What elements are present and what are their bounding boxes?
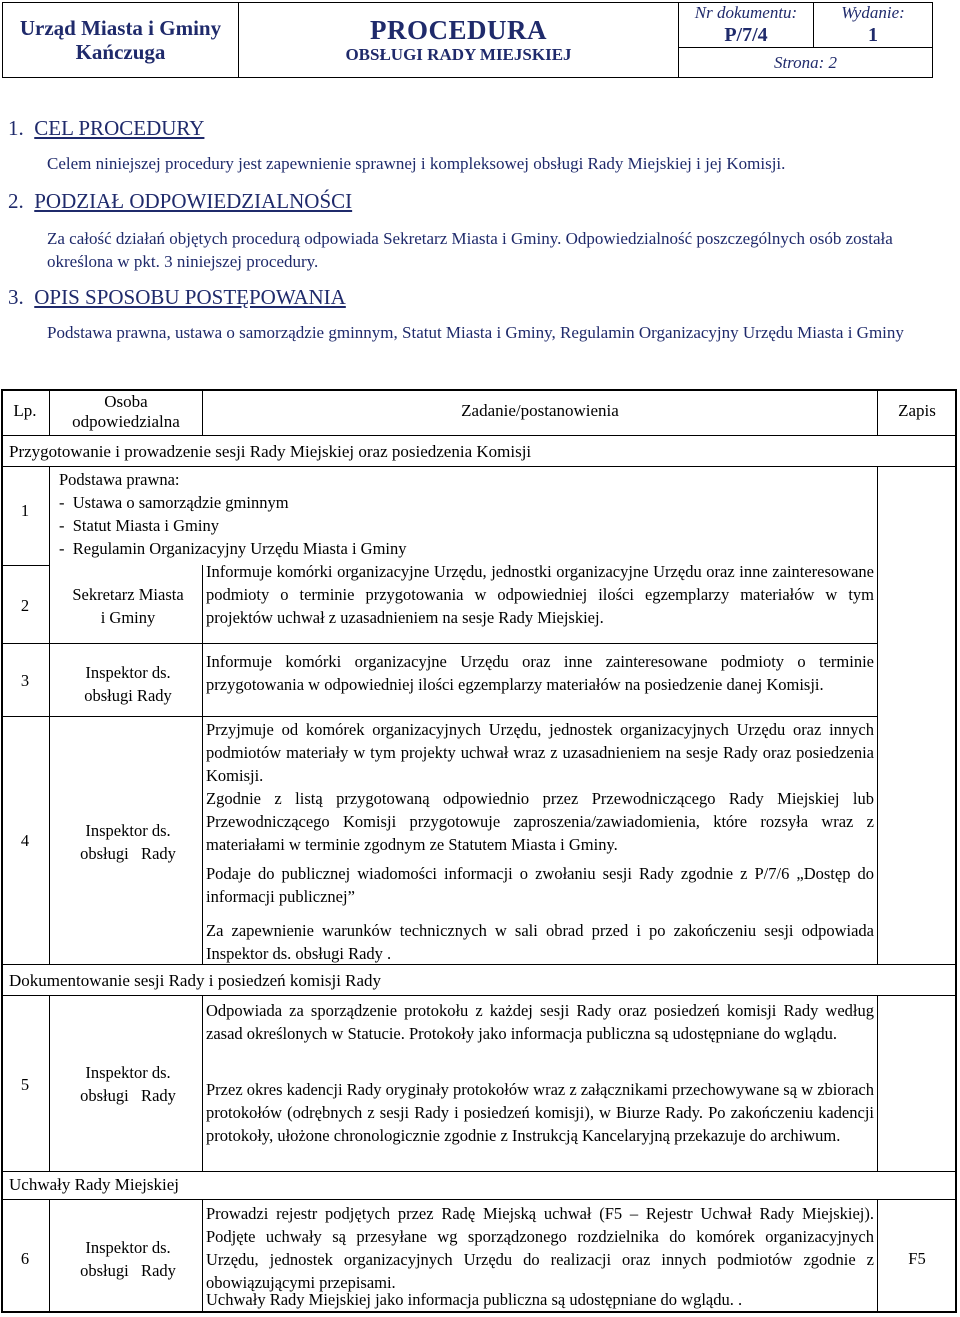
section-2-heading bbox=[8, 189, 352, 214]
page-number: Strona: 2 bbox=[773, 52, 838, 72]
table-rule bbox=[1, 435, 957, 436]
task-description: Podaje do publicznej wiadomości informacji o zwołaniu sesji Rady zgodnie z P/7/6 „Dostęp do informacji publicznej” bbox=[206, 864, 874, 906]
table-rule bbox=[202, 1199, 203, 1313]
row-number: 4 bbox=[20, 831, 30, 850]
responsible-person-line-2: obsługi Rady bbox=[84, 686, 172, 705]
section-2-title: PODZIAŁ ODPOWIEDZIALNOŚCI bbox=[34, 189, 353, 213]
table-border bbox=[955, 389, 957, 1313]
legal-basis-line: Podstawa prawna: bbox=[59, 470, 180, 489]
responsible-person-line-1: Inspektor ds. bbox=[85, 821, 171, 840]
task-description: Prowadzi rejestr podjętych przez Radę Miejską uchwał (F5 – Rejestr Uchwał Rady Miejskiej). Podjęte uchwały są przesyłane wg sporządzonego rozdzielnika do komórek organizacyjnych Urzędu, jednostek organizacyjnych Urzędu do realizacji oraz innych podmiotów zgodnie z obowiązującymi przepisami. bbox=[206, 1204, 874, 1292]
document-number: P/7/4 bbox=[724, 24, 768, 46]
group-heading-documentation: Dokumentowanie sesji Rady i posiedzeń komisji Rady bbox=[9, 971, 382, 990]
table-rule bbox=[1, 1171, 957, 1172]
section-2-number: 2. bbox=[8, 189, 24, 213]
document-header bbox=[2, 2, 933, 78]
task-description: Przez okres kadencji Rady oryginały protokołów wraz z załącznikami przechowywane są w zbiorach protokołów (odrębnych z sesji Rady i posiedzeń komisji), w Biurze Rady. Po zakończeniu kadencji protokoły, ułożone chronologicznie zgodnie z Instrukcją Kancelaryjną przekazuje do archiwum. bbox=[206, 1080, 874, 1145]
responsible-person-line-1: Inspektor ds. bbox=[85, 1063, 171, 1082]
legal-basis-line: - Regulamin Organizacyjny Urzędu Miasta i Gminy bbox=[59, 539, 407, 558]
legal-basis-line: - Statut Miasta i Gminy bbox=[59, 516, 219, 535]
group-heading-sessions: Przygotowanie i prowadzenie sesji Rady Miejskiej oraz posiedzenia Komisji bbox=[9, 442, 532, 461]
table-rule bbox=[1, 716, 878, 717]
task-description: Za zapewnienie warunków technicznych w sali obrad przed i po zakończeniu sesji odpowiada Inspektor ds. obsługi Rady . bbox=[206, 921, 874, 963]
section-1-title: CEL PROCEDURY bbox=[34, 116, 205, 140]
column-header-lp: Lp. bbox=[13, 401, 37, 420]
responsible-person-line-1: Inspektor ds. bbox=[85, 1238, 171, 1257]
table-rule bbox=[49, 1199, 50, 1313]
task-description: Odpowiada za sporządzenie protokołu z każdej sesji Rady oraz posiedzeń komisji Rady według zasad określonych w Statucie. Protokoły jako informacja publiczna są udostępniane do wglądu. bbox=[206, 1001, 874, 1043]
section-1-number: 1. bbox=[8, 116, 24, 140]
table-rule bbox=[877, 995, 878, 1172]
document-number-cell bbox=[679, 3, 814, 48]
responsible-person-line-2: obsługi Rady bbox=[80, 844, 176, 863]
task-description: Informuje komórki organizacyjne Urzędu, jednostki organizacyjne Urzędu oraz inne zainteresowane podmioty o terminie przygotowania w odpowiedniej ilości egzemplarzy materiałów w tym projektów uchwał z uzasadnieniem na sesje Rady Miejskiej. bbox=[206, 562, 874, 627]
column-header-person-line-1: Osoba bbox=[104, 392, 148, 411]
procedure-table bbox=[1, 389, 957, 1313]
organization-line-1: Urząd Miasta i Gminy bbox=[19, 16, 222, 40]
edition-cell bbox=[814, 3, 933, 48]
table-rule bbox=[1, 565, 49, 566]
section-3-number: 3. bbox=[8, 285, 24, 309]
table-rule bbox=[202, 995, 203, 1172]
procedure-title: PROCEDURA bbox=[370, 15, 547, 45]
table-rule bbox=[202, 565, 203, 965]
section-1-text: Celem niniejszej procedury jest zapewnienie sprawnej i kompleksowej obsługi Rady Miejskiej i jej Komisji. bbox=[47, 154, 786, 173]
responsible-person-line-2: obsługi Rady bbox=[80, 1086, 176, 1105]
section-3-title: OPIS SPOSOBU POSTĘPOWANIA bbox=[34, 285, 346, 309]
row-number: 5 bbox=[20, 1075, 30, 1094]
section-1-heading bbox=[8, 116, 204, 141]
responsible-person-line-2: i Gminy bbox=[100, 608, 156, 627]
legal-basis-line: - Ustawa o samorządzie gminnym bbox=[59, 493, 289, 512]
table-rule bbox=[49, 995, 50, 1172]
edition-label: Wydanie: bbox=[841, 3, 905, 22]
page-number-cell bbox=[679, 48, 933, 78]
table-border bbox=[1, 389, 957, 391]
table-rule bbox=[1, 995, 957, 996]
table-rule bbox=[1, 643, 878, 644]
task-description: Przyjmuje od komórek organizacyjnych Urzędu, jednostek organizacyjnych Urzędu oraz innych podmiotów materiały w tym projekty uchwał wraz z uzasadnieniem na sesje Rady oraz posiedzenia Komisji. bbox=[206, 720, 874, 785]
procedure-subtitle: OBSŁUGI RADY MIEJSKIEJ bbox=[345, 45, 572, 64]
row-number: 1 bbox=[20, 501, 30, 520]
edition-number: 1 bbox=[868, 24, 878, 46]
responsible-person-line-1: Sekretarz Miasta bbox=[72, 585, 184, 604]
responsible-person-line-2: obsługi Rady bbox=[80, 1261, 176, 1280]
group-heading-resolutions: Uchwały Rady Miejskiej bbox=[9, 1175, 179, 1194]
table-rule bbox=[1, 1199, 957, 1200]
section-3-heading bbox=[8, 285, 346, 310]
task-description-tail: Uchwały Rady Miejskiej jako informacja publiczna są udostępniane do wglądu. . bbox=[206, 1290, 743, 1309]
procedure-title-cell bbox=[239, 3, 679, 78]
column-header-person-line-2: odpowiedzialna bbox=[72, 412, 180, 431]
row-number: 3 bbox=[20, 671, 30, 690]
organization-line-2: Kańczuga bbox=[75, 40, 166, 64]
section-3-text: Podstawa prawna, ustawa o samorządzie gminnym, Statut Miasta i Gminy, Regulamin Organizacyjny Urzędu Miasta i Gminy bbox=[47, 323, 904, 342]
task-description: Zgodnie z listą przygotowaną odpowiednio przez Przewodniczącego Rady Miejskiej lub Przewodniczącego Komisji przygotowuje zaproszenia/zawiadomienia, które rozsyła wraz z materiałami w terminie zgodnym ze Statutem Miasta i Gminy. bbox=[206, 789, 874, 854]
section-2-text: Za całość działań objętych procedurą odpowiada Sekretarz Miasta i Gminy. Odpowiedzialność poszczególnych osób została określona w pkt. 3 niniejszej procedury. bbox=[47, 229, 893, 271]
responsible-person-line-1: Inspektor ds. bbox=[85, 663, 171, 682]
task-description: Informuje komórki organizacyjne Urzędu oraz inne zainteresowane podmioty o terminie przygotowania w odpowiedniej ilości egzemplarzy materiałów na posiedzenie danej Komisji. bbox=[206, 652, 874, 694]
table-rule bbox=[1, 466, 957, 467]
column-header-record: Zapis bbox=[898, 401, 936, 420]
record-form: F5 bbox=[908, 1249, 926, 1268]
row-number: 6 bbox=[20, 1249, 30, 1268]
table-border bbox=[1, 1311, 957, 1313]
document-number-label: Nr dokumentu: bbox=[694, 3, 798, 22]
column-header-task: Zadanie/postanowienia bbox=[461, 401, 619, 420]
organization-name bbox=[3, 3, 239, 78]
row-number: 2 bbox=[20, 596, 30, 615]
